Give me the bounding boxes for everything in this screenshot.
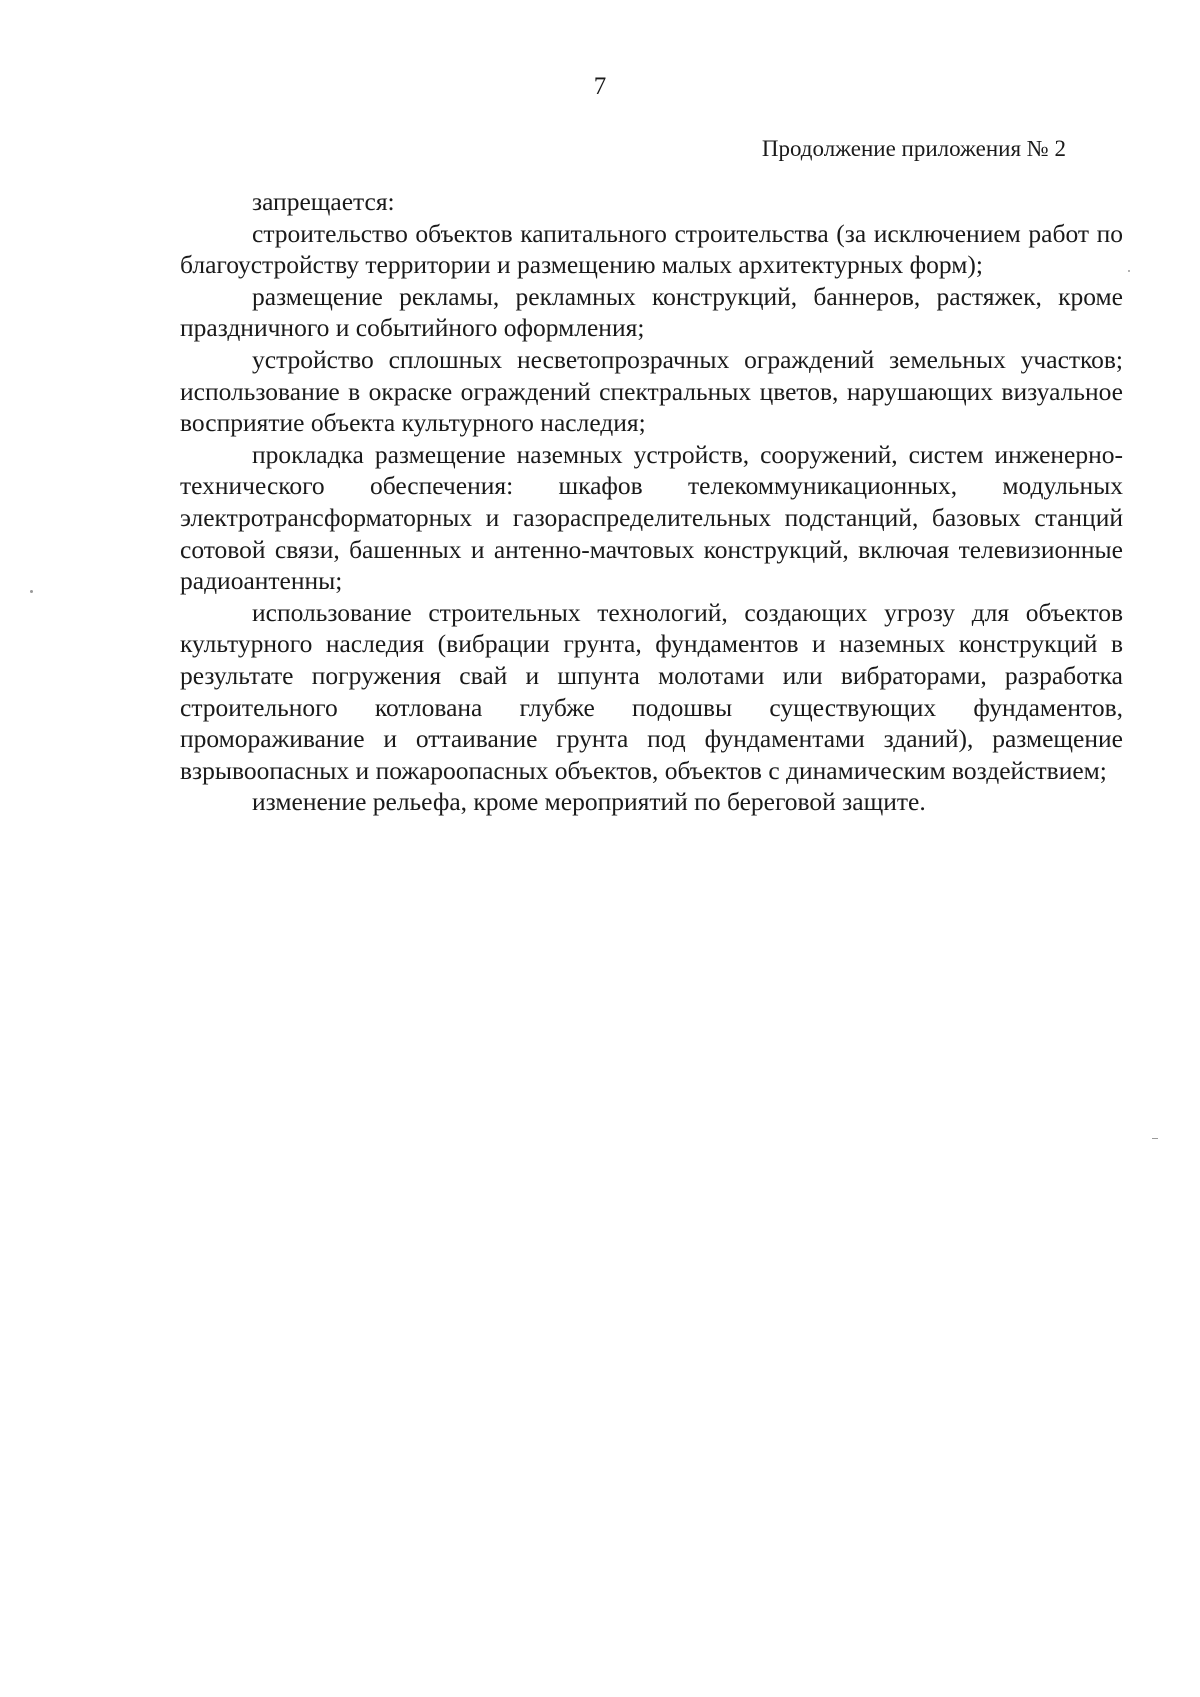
document-body <box>180 186 1123 818</box>
scan-speck <box>30 590 33 593</box>
paragraph-fences: устройство сплошных несветопрозрачных ограждений земельных участков; использование в окраске ограждений спектральных цветов, нарушающих визуальное восприятие объекта культурного наследия; <box>180 344 1123 438</box>
appendix-continuation-note: Продолжение приложения № 2 <box>761 136 1066 161</box>
paragraph-construction-technologies: использование строительных технологий, создающих угрозу для объектов культурного наследия (вибрации грунта, фундаментов и наземных конструкций в результате погружения свай и шпунта молотами или вибраторами, разработка строительного котлована глубже подошвы существующих фундаментов, промораживание и оттаивание грунта под фундаментами зданий), размещение взрывоопасных и пожароопасных объектов, объектов с динамическим воздействием; <box>180 597 1123 785</box>
paragraph-engineering-systems: прокладка размещение наземных устройств, сооружений, систем инженерно-технического обеспечения: шкафов телекоммуникационных, модульных электротрансформаторных и газораспределительных подстанций, базовых станций сотовой связи, башенных и антенно-мачтовых конструкций, включая телевизионные радиоантенны; <box>180 439 1123 596</box>
paragraph-capital-construction: строительство объектов капитального строительства (за исключением работ по благоустройству территории и размещению малых архитектурных форм); <box>180 218 1123 280</box>
paragraph-advertising: размещение рекламы, рекламных конструкций, баннеров, растяжек, кроме праздничного и событийного оформления; <box>180 281 1123 343</box>
scan-speck <box>1152 1138 1158 1139</box>
paragraph-prohibited-intro: запрещается: <box>252 187 395 216</box>
scan-speck <box>1128 270 1130 272</box>
paragraph-relief-change: изменение рельефа, кроме мероприятий по береговой защите. <box>252 787 926 817</box>
page-number: 7 <box>593 73 607 100</box>
